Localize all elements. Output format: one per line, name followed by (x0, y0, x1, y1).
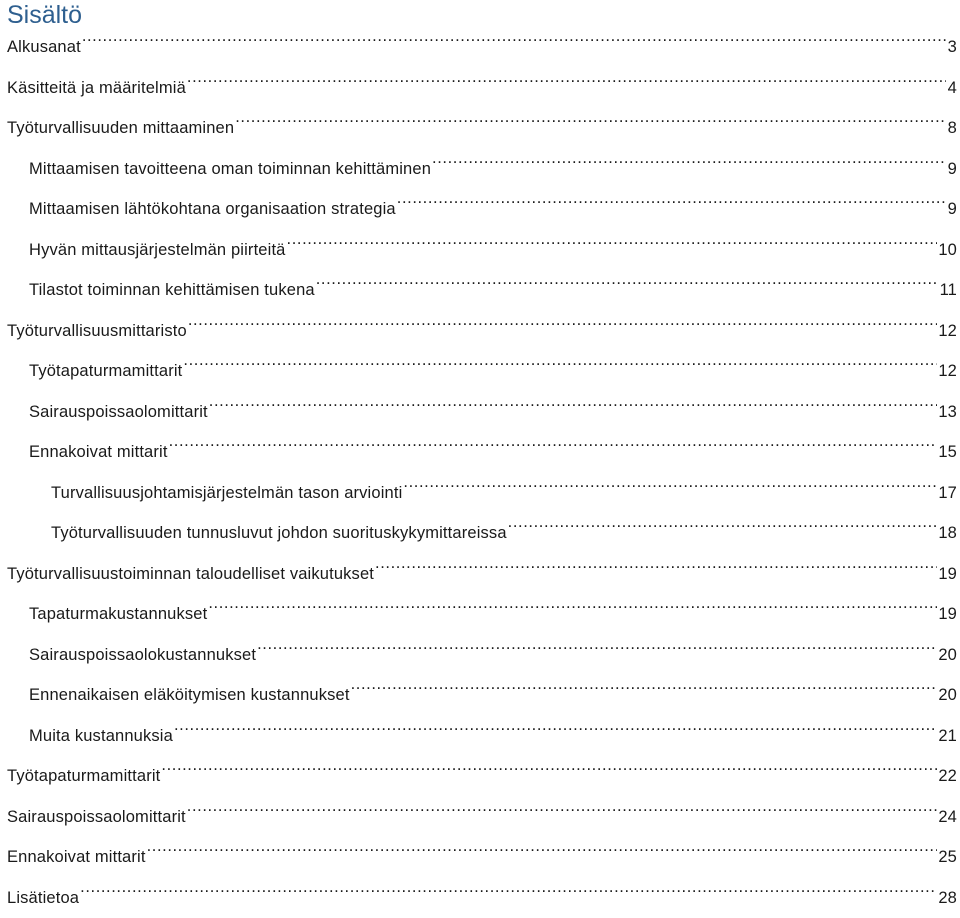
toc-entry[interactable] (7, 837, 960, 878)
toc-entry[interactable] (7, 270, 960, 311)
toc-entry-label: Mittaamisen lähtökohtana organisaation strategia (29, 189, 396, 229)
dot-leader (351, 684, 938, 701)
toc-entry[interactable] (7, 149, 960, 190)
toc-entry[interactable] (7, 554, 960, 595)
toc-entry[interactable] (7, 432, 960, 473)
toc-entry-label: Hyvän mittausjärjestelmän piirteitä (29, 230, 286, 270)
dot-leader (209, 400, 938, 417)
toc-entry-page-number: 18 (938, 513, 960, 553)
toc-entry-page-number: 9 (947, 189, 960, 229)
toc-entry-label: Ennakoivat mittarit (7, 837, 146, 877)
toc-entry-page-number: 21 (938, 716, 960, 756)
toc-entry-page-number: 20 (938, 635, 960, 675)
dot-leader (183, 360, 937, 377)
dot-leader (403, 481, 937, 498)
toc-entry-label: Työturvallisuustoiminnan taloudelliset vaikutukset (7, 554, 374, 594)
toc-entry[interactable] (7, 756, 960, 797)
dot-leader (169, 441, 938, 458)
toc-entry-label: Tapaturmakustannukset (29, 594, 207, 634)
toc-entry-page-number: 24 (938, 797, 960, 837)
toc-entry[interactable] (7, 311, 960, 352)
toc-entry-label: Mittaamisen tavoitteena oman toiminnan kehittäminen (29, 149, 431, 189)
dot-leader (316, 279, 939, 296)
toc-entry[interactable] (7, 878, 960, 918)
toc-entry-page-number: 19 (938, 594, 960, 634)
dot-leader (188, 319, 938, 336)
toc-entry-page-number: 4 (947, 68, 960, 108)
dot-leader (80, 886, 937, 903)
toc-entry-label: Käsitteitä ja määritelmiä (7, 68, 186, 108)
dot-leader (147, 846, 938, 863)
toc-entry-page-number: 3 (947, 27, 960, 67)
dot-leader (287, 238, 938, 255)
toc-entry-page-number: 17 (938, 473, 960, 513)
toc-entry-label: Alkusanat (7, 27, 81, 67)
dot-leader (208, 603, 937, 620)
dot-leader (375, 562, 937, 579)
toc-entry[interactable] (7, 392, 960, 433)
toc-entry-page-number: 9 (947, 149, 960, 189)
toc-entry[interactable] (7, 68, 960, 109)
toc-entry-label: Ennakoivat mittarit (29, 432, 168, 472)
toc-entry-page-number: 11 (940, 270, 960, 310)
toc-entry-label: Tilastot toiminnan kehittämisen tukena (29, 270, 315, 310)
toc-entry-page-number: 8 (947, 108, 960, 148)
toc-entry-page-number: 12 (938, 311, 960, 351)
dot-leader (508, 522, 938, 539)
dot-leader (187, 76, 946, 93)
toc-entry[interactable] (7, 108, 960, 149)
toc-entry-label: Sairauspoissaolomittarit (7, 797, 186, 837)
toc-entry[interactable] (7, 189, 960, 230)
toc-entry[interactable] (7, 351, 960, 392)
dot-leader (397, 198, 946, 215)
dot-leader (235, 117, 946, 134)
dot-leader (187, 805, 938, 822)
toc-entry-page-number: 13 (938, 392, 960, 432)
toc-entry[interactable] (7, 513, 960, 554)
toc-entry[interactable] (7, 230, 960, 271)
toc-entry-label: Sairauspoissaolomittarit (29, 392, 208, 432)
toc-entry-label: Työturvallisuuden tunnusluvut johdon suorituskykymittareissa (51, 513, 507, 553)
toc-entry[interactable] (7, 635, 960, 676)
toc-entry-label: Työtapaturmamittarit (29, 351, 182, 391)
toc-entry-label: Työtapaturmamittarit (7, 756, 160, 796)
toc-entry[interactable] (7, 27, 960, 68)
dot-leader (432, 157, 946, 174)
toc-entry-label: Lisätietoa (7, 878, 79, 918)
toc-entry[interactable] (7, 797, 960, 838)
toc-heading: Sisältö (7, 0, 82, 30)
toc-entry[interactable] (7, 675, 960, 716)
toc-entry-page-number: 15 (938, 432, 960, 472)
toc-entry-label: Muita kustannuksia (29, 716, 173, 756)
toc-entry-page-number: 20 (938, 675, 960, 715)
toc-entry-label: Turvallisuusjohtamisjärjestelmän tason arviointi (51, 473, 402, 513)
toc-entry-page-number: 28 (938, 878, 960, 918)
toc-entry-page-number: 12 (938, 351, 960, 391)
dot-leader (82, 36, 946, 53)
table-of-contents (7, 27, 960, 918)
toc-entry-page-number: 10 (938, 230, 960, 270)
toc-entry-page-number: 19 (938, 554, 960, 594)
toc-entry[interactable] (7, 594, 960, 635)
toc-entry-label: Ennenaikaisen eläköitymisen kustannukset (29, 675, 350, 715)
toc-entry-label: Työturvallisuuden mittaaminen (7, 108, 234, 148)
toc-entry-page-number: 25 (938, 837, 960, 877)
toc-entry-label: Työturvallisuusmittaristo (7, 311, 187, 351)
dot-leader (257, 643, 937, 660)
toc-entry[interactable] (7, 716, 960, 757)
dot-leader (161, 765, 937, 782)
toc-entry-label: Sairauspoissaolokustannukset (29, 635, 256, 675)
toc-entry[interactable] (7, 473, 960, 514)
dot-leader (174, 724, 937, 741)
toc-entry-page-number: 22 (938, 756, 960, 796)
